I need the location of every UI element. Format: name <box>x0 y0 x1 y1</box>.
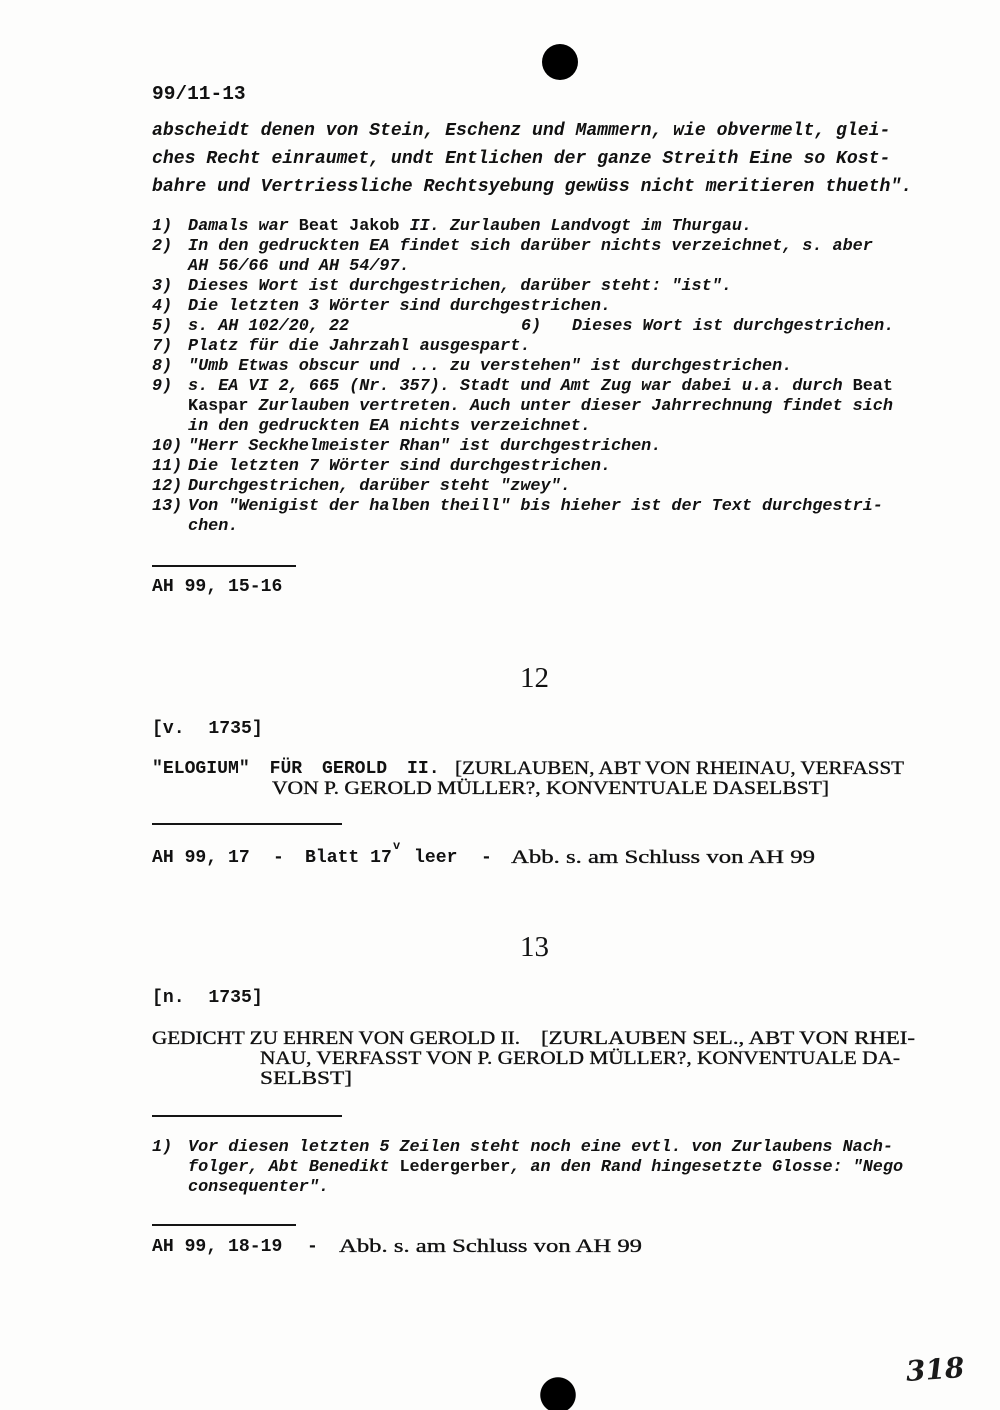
separator-dash: - <box>481 848 492 868</box>
footnote-text-line: Die letzten 7 Wörter sind durchgestrichen. <box>188 457 611 476</box>
folio-verso-superscript: v <box>393 839 401 853</box>
illustration-note: Abb. s. am Schluss von AH 99 <box>339 1236 643 1257</box>
entry-title: "ELOGIUM" FÜR GEROLD II. <box>152 759 440 779</box>
source-reference: AH 99, 15-16 <box>152 577 283 597</box>
entry-title: GEDICHT ZU EHREN VON GEROLD II. <box>152 1028 520 1049</box>
footnote-text-line: Dieses Wort ist durchgestrichen, darüber steht: "ist". <box>188 277 732 296</box>
footnote-text-line: In den gedruckten EA findet sich darüber nichts verzeichnet, s. aber <box>188 237 873 256</box>
footnote-number: 11) <box>152 457 183 476</box>
footnote-text-line <box>188 399 893 416</box>
footnote-number: 1) <box>152 1138 173 1157</box>
quote-line: bahre und Vertriessliche Rechtsyebung gewüss nicht meritieren thueth". <box>152 177 913 197</box>
footnote-person-name: Beat Jakob <box>298 217 400 236</box>
footnote-person-name: Kaspar <box>188 397 249 416</box>
footnote-text-line: consequenter". <box>188 1178 329 1197</box>
footnote-number: 8) <box>152 357 173 376</box>
footnote-text-line: Durchgestrichen, darüber steht "zwey". <box>188 477 571 496</box>
separator-rule <box>152 1224 296 1226</box>
footnote-number: 12) <box>152 477 183 496</box>
footnote-text-line: s. AH 102/20, 22 <box>188 317 350 336</box>
footnote-text: s. EA VI 2, 665 (Nr. 357). Stadt und Amt Zug war dabei u.a. durch <box>188 377 853 396</box>
footnote-text-line: Die letzten 3 Wörter sind durchgestrichen. <box>188 297 611 316</box>
illustration-note: Abb. s. am Schluss von AH 99 <box>511 847 816 868</box>
footnote-number: 6) <box>521 317 542 336</box>
folio-note: leer <box>414 848 458 868</box>
footnote-text: Zurlauben vertreten. Auch unter dieser Jahrrechnung findet sich <box>248 397 893 416</box>
entry-title: NAU, VERFASST VON P. GEROLD MÜLLER?, KONVENTUALE DA- <box>260 1048 901 1069</box>
footnote-number: 9) <box>152 377 173 396</box>
footnote-text: II. Zurlauben Landvogt im Thurgau. <box>399 217 752 236</box>
footnote-text-line: in den gedruckten EA nichts verzeichnet. <box>188 417 591 436</box>
footnote-text: , an den Rand hingesetzte Glosse: "Nego <box>510 1158 904 1177</box>
punch-hole-mark-bottom <box>540 1377 576 1410</box>
punch-hole-mark-top <box>542 44 578 80</box>
footnote-text-line: "Umb Etwas obscur und ... zu verstehen" ist durchgestrichen. <box>188 357 793 376</box>
footnote-number: 10) <box>152 437 183 456</box>
quote-line: ches Recht einraumet, undt Entlichen der ganze Streith Eine so Kost- <box>152 149 891 169</box>
separator-rule <box>152 1115 342 1117</box>
source-reference: AH 99, 18-19 <box>152 1237 283 1257</box>
footnote-number: 13) <box>152 497 183 516</box>
footnote-text-line <box>188 219 752 236</box>
footnote-number: 5) <box>152 317 173 336</box>
entry-title: VON P. GEROLD MÜLLER?, KONVENTUALE DASELBST] <box>272 778 830 799</box>
footnote-text-line: Platz für die Jahrzahl ausgespart. <box>188 337 531 356</box>
quote-line: abscheidt denen von Stein, Eschenz und Mammern, wie obvermelt, glei- <box>152 121 891 141</box>
footnote-text-line: Dieses Wort ist durchgestrichen. <box>572 317 895 336</box>
footnote-text-line <box>188 1160 903 1177</box>
entry-title: SELBST] <box>260 1068 352 1089</box>
footnote-number: 1) <box>152 217 173 236</box>
footnote-number: 4) <box>152 297 173 316</box>
separator-dash: - <box>307 1237 318 1257</box>
entry-number: 12 <box>520 662 549 694</box>
separator-rule <box>152 823 342 825</box>
footnote-text-line: Vor diesen letzten 5 Zeilen steht noch eine evtl. von Zurlaubens Nach- <box>188 1138 893 1157</box>
footnote-number: 2) <box>152 237 173 256</box>
footnote-text-line: AH 56/66 und AH 54/97. <box>188 257 410 276</box>
footnote-number: 3) <box>152 277 173 296</box>
page-reference: 99/11-13 <box>152 83 246 105</box>
footnote-person-name: Ledergerber <box>399 1158 511 1177</box>
entry-title: [ZURLAUBEN SEL., ABT VON RHEI- <box>541 1028 916 1049</box>
entry-date: [v. 1735] <box>152 719 263 739</box>
footnote-person-name: Beat <box>852 377 893 396</box>
footnote-text-line: Von "Wenigist der halben theill" bis hieher ist der Text durchgestri- <box>188 497 883 516</box>
footnote-text: folger, Abt Benedikt <box>188 1158 400 1177</box>
separator-rule <box>152 565 296 567</box>
handwritten-page-number: 318 <box>904 1350 966 1388</box>
footnote-text-line <box>188 379 893 396</box>
footnote-text-line: "Herr Seckhelmeister Rhan" ist durchgestrichen. <box>188 437 662 456</box>
footnote-number: 7) <box>152 337 173 356</box>
footnote-text-line: chen. <box>188 517 239 536</box>
source-reference: AH 99, 17 <box>152 848 250 868</box>
entry-number: 13 <box>520 931 549 963</box>
entry-title: [ZURLAUBEN, ABT VON RHEINAU, VERFASST <box>455 758 905 779</box>
footnote-text: Damals war <box>188 217 299 236</box>
entry-date: [n. 1735] <box>152 988 263 1008</box>
folio-label: Blatt 17 <box>305 848 392 868</box>
separator-dash: - <box>273 848 284 868</box>
